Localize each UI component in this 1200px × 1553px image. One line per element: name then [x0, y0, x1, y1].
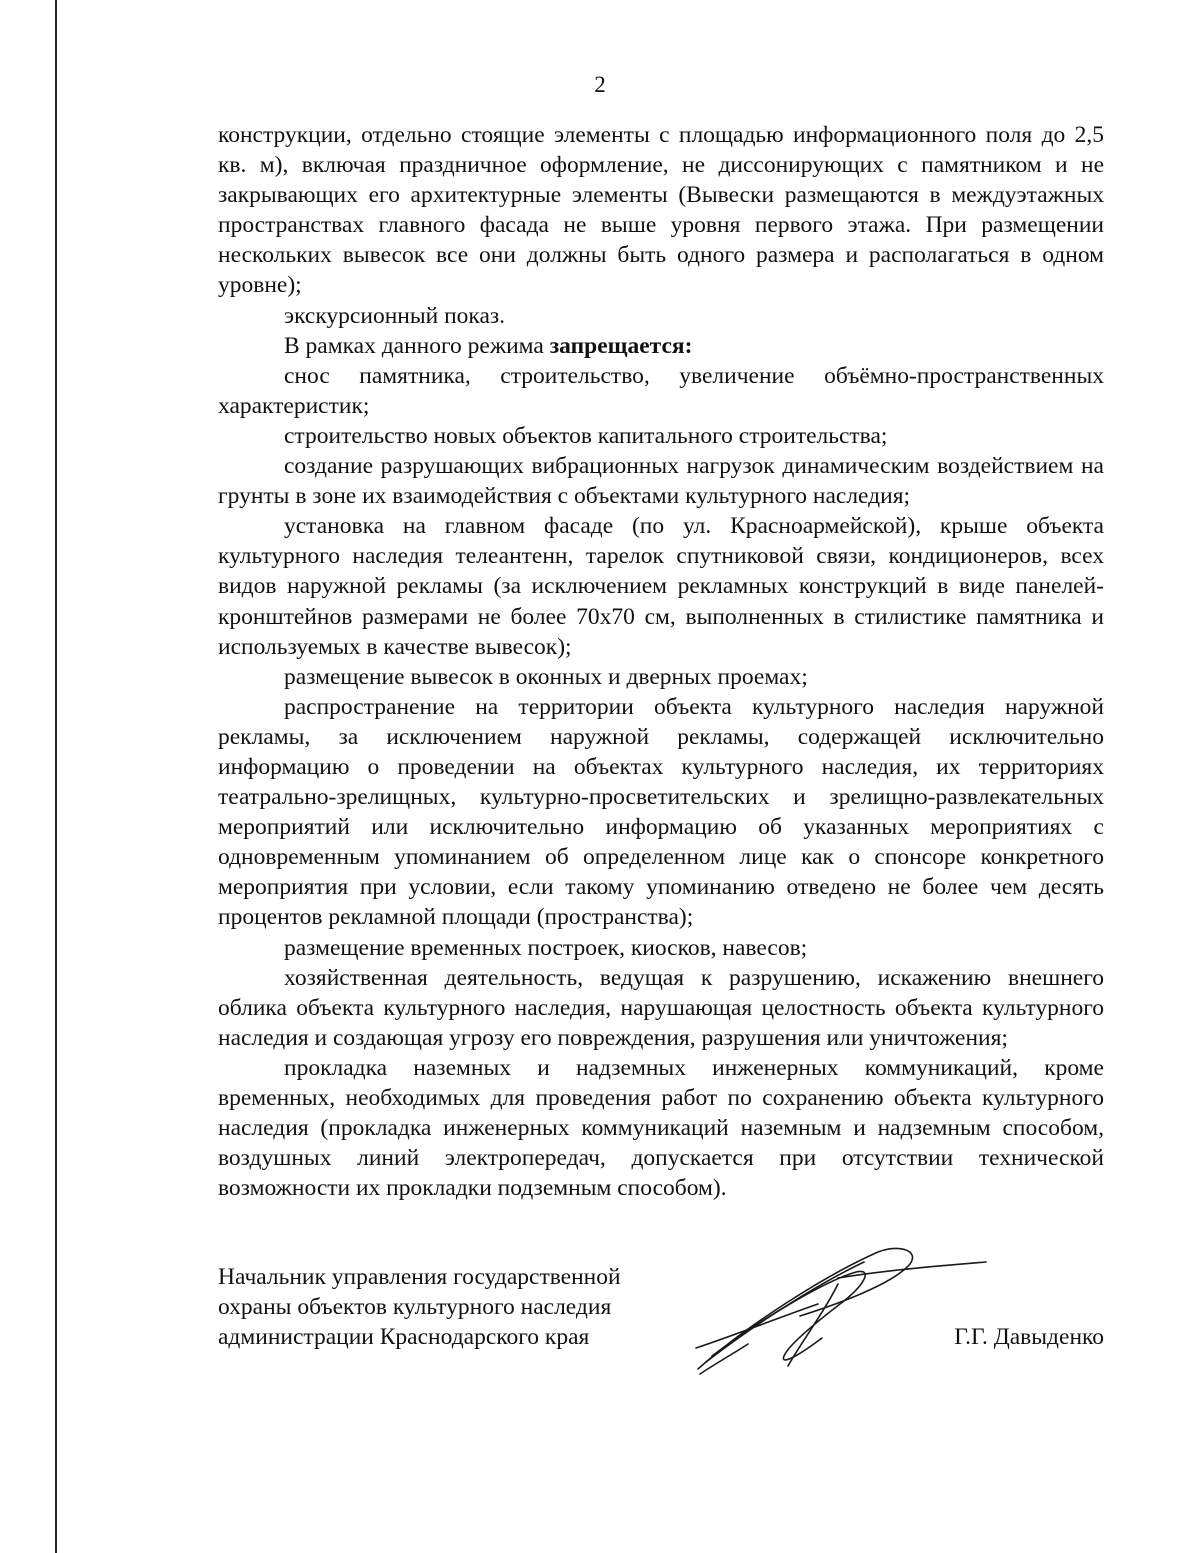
signer-position [218, 1262, 678, 1352]
paragraph-lead-text: В рамках данного режима [284, 332, 550, 359]
paragraph: установка на главном фасаде (по ул. Красноармейской), крыше объекта культурного наследия телеантенн, тарелок спутниковой связи, кондиционеров, всех видов наружной рекламы (за исключением рекламных конструкций в виде панелей-кронштейнов размерами не более 70х70 см, выполненных в стилистике памятника и используемых в качестве вывесок); [218, 513, 1104, 660]
signer-name: Г.Г. Давыденко [954, 1324, 1104, 1350]
paragraph: строительство новых объектов капитального строительства; [284, 422, 888, 449]
page-number: 2 [594, 72, 606, 97]
paragraph: хозяйственная деятельность, ведущая к разрушению, искажению внешнего облика объекта культурного наследия, нарушающая целостность объекта культурного наследия и создающая угрозу его повреждения, разрушения или уничтожения; [218, 964, 1104, 1051]
prohibited-label: запрещается: [549, 332, 693, 359]
paragraph [218, 331, 1104, 361]
paragraph: размещение вывесок в оконных и дверных проемах; [284, 663, 808, 690]
document-body [218, 120, 1104, 1203]
signer-position-line: администрации Краснодарского края [218, 1324, 590, 1350]
signer-position-line: Начальник управления государственной [218, 1264, 621, 1290]
signer-position-line: охраны объектов культурного наследия [218, 1294, 612, 1320]
paragraph: снос памятника, строительство, увеличение объёмно-пространственных характеристик; [218, 362, 1104, 419]
paragraph: распространение на территории объекта культурного наследия наружной рекламы, за исключением наружной рекламы, содержащей исключительно информацию о проведении на объектах культурного наследия, их территориях театрально-зрелищных, культурно-просветительских и зрелищно-развлекательных мероприятий или исключительно информацию об указанных мероприятиях с одновременным упоминанием об определенном лице как о спонсоре конкретного мероприятия при условии, если такому упоминанию отведено не более чем десять процентов рекламной площади (пространства); [218, 693, 1104, 931]
paragraph: размещение временных построек, киосков, навесов; [284, 934, 808, 961]
scan-edge-line [55, 0, 57, 1553]
paragraph: создание разрушающих вибрационных нагрузок динамическим воздействием на грунты в зоне их взаимодействия с объектами культурного наследия; [218, 453, 1104, 510]
paragraph: экскурсионный показ. [284, 302, 506, 329]
handwritten-signature [688, 1244, 988, 1384]
paragraph: конструкции, отдельно стоящие элементы с площадью информационного поля до 2,5 кв. м), включая праздничное оформление, не диссонирующих с памятником и не закрывающих его архитектурные элементы (Вывески размещаются в междуэтажных пространствах главного фасада не выше уровня первого этажа. При размещении нескольких вывесок все они должны быть одного размера и располагаться в одном уровне); [218, 122, 1104, 299]
paragraph: прокладка наземных и надземных инженерных коммуникаций, кроме временных, необходимых для проведения работ по сохранению объекта культурного наследия (прокладка инженерных коммуникаций наземным и надземным способом, воздушных линий электропередач, допускается при отсутствии технической возможности их прокладки подземным способом). [218, 1054, 1104, 1202]
